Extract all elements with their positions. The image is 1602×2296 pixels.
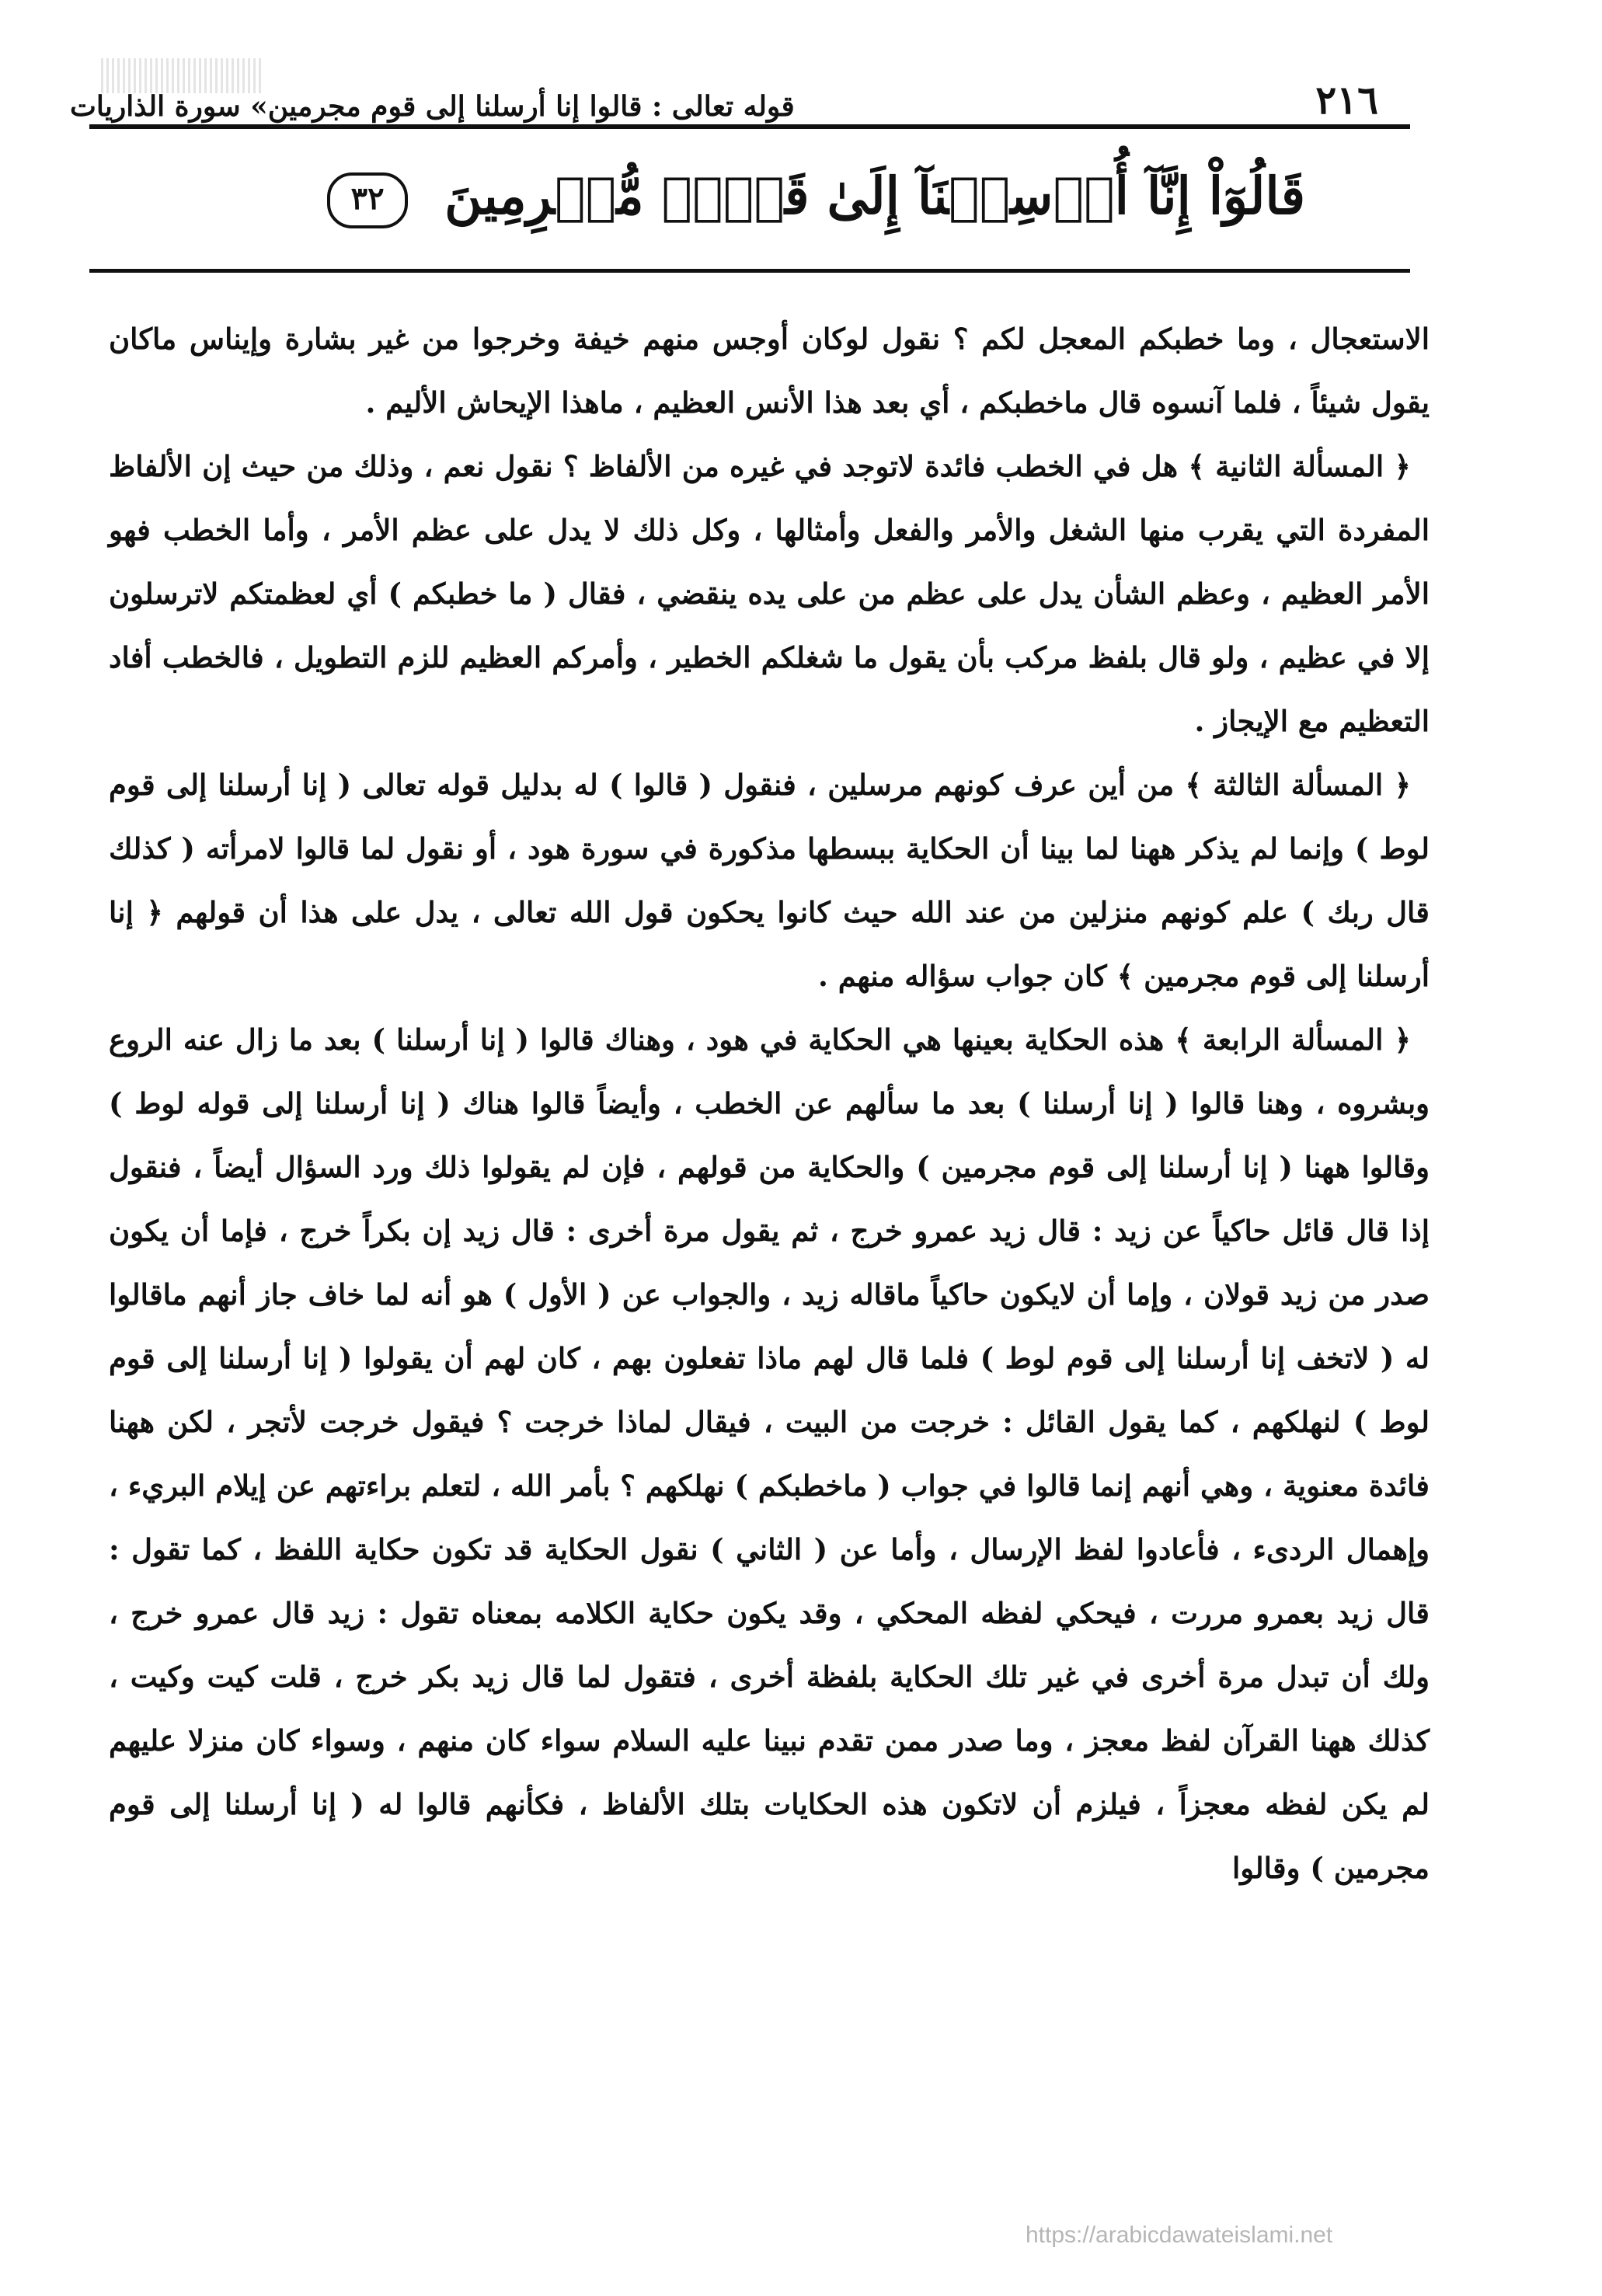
question-4-paragraph bbox=[109, 1008, 1430, 1900]
page-header bbox=[70, 48, 1391, 123]
intro-paragraph: الاستعجال ، وما خطبكم المعجل لكم ؟ نقول لوكان أوجس منهم خيفة وخرجوا من غير بشارة وإيناس ماكان يقول شيئاً ، فلما آنسوه قال ماخطبكم ، أي بعد هذا الأنس العظيم ، ماهذا الإيحاش الأليم . bbox=[109, 322, 1430, 420]
question-2-label: ﴿ المسألة الثانية ﴾ bbox=[1188, 449, 1411, 483]
question-4-text: هذه الحكاية بعينها هي الحكاية في هود ، وهناك قالوا ( إنا أرسلنا ) بعد ما زال عنه الروع وبشروه ، وهنا قالوا ( إنا أرسلنا ) بعد ما سألهم عن الخطب ، وأيضاً قالوا هناك ( إنا أرسلنا إلى قوله لوط ) وقالوا ههنا ( إنا أرسلنا إلى قوم مجرمين ) والحكاية من قولهم ، فإن لم يقولوا ذلك ورد السؤال أيضاً ، فنقول إذا قال قائل حاكياً عن زيد : قال زيد عمرو خرج ، ثم يقول مرة أخرى : قال زيد إن بكراً خرج ، فإما أن يكون صدر من زيد قولان ، وإما أن لايكون حاكياً ماقاله زيد ، والجواب عن ( الأول ) هو أنه لما خاف جاز أنهم ماقالوا له ( لاتخف إنا أرسلنا إلى قوم لوط ) فلما قال لهم ماذا تفعلون بهم ، كان لهم أن يقولوا ( إنا أرسلنا إلى قوم لوط ) لنهلكهم ، كما يقول القائل : خرجت من البيت ، فيقال لماذا خرجت ؟ فيقول خرجت لأتجر ، لكن ههنا فائدة معنوية ، وهي أنهم إنما قالوا في جواب ( ماخطبكم ) نهلكهم ؟ بأمر الله ، لتعلم براءتهم عن إيلام البريء ، وإهمال الردىء ، فأعادوا لفظ الإرسال ، وأما عن ( الثاني ) نقول الحكاية قد تكون حكاية اللفظ ، كما تقول : قال زيد بعمرو مررت ، فيحكي لفظه المحكي ، وقد يكون حكاية الكلامه بمعناه تقول : زيد قال عمرو خرج ، ولك أن تبدل مرة أخرى في غير تلك الحكاية بلفظة أخرى ، فتقول لما قال زيد بكر خرج ، قلت كيت وكيت ، كذلك ههنا القرآن لفظ معجز ، وما صدر ممن تقدم نبينا عليه السلام سواء كان منهم ، وسواء كان منزلا عليهم لم يكن لفظه معجزاً ، فيلزم أن لاتكون هذه الحكايات بتلك الألفاظ ، فكأنهم قالوا له ( إنا أرسلنا إلى قوم مجرمين ) وقالوا bbox=[109, 1023, 1430, 1885]
question-2-paragraph bbox=[109, 434, 1430, 753]
verse-heading bbox=[124, 149, 1305, 242]
page-number: ٢١٦ bbox=[1315, 77, 1378, 123]
question-2-text: هل في الخطب فائدة لاتوجد في غيره من الألفاظ ؟ نقول نعم ، وذلك من حيث إن الألفاظ المفردة التي يقرب منها الشغل والأمر والفعل وأمثالها ، وكل ذلك لا يدل على عظم الأمر ، وأما الخطب فهو الأمر العظيم ، وعظم الشأن يدل على عظم من على يده ينقضي ، فقال ( ما خطبكم ) أي لعظمتكم لاترسلون إلا في عظيم ، ولو قال بلفظ مركب بأن يقول ما شغلكم الخطير ، وأمركم العظيم للزم التطويل ، فالخطب أفاد التعظيم مع الإيجاز . bbox=[109, 449, 1430, 738]
question-3-label: ﴿ المسألة الثالثة ﴾ bbox=[1185, 768, 1411, 802]
commentary-body bbox=[109, 307, 1430, 1900]
header-rule bbox=[89, 124, 1410, 129]
running-head: قوله تعالى : قالوا إنا أرسلنا إلى قوم مجرمين» سورة الذاريات bbox=[70, 90, 795, 123]
source-watermark: https://arabicdawateislami.net bbox=[1026, 2222, 1333, 2248]
question-3-paragraph bbox=[109, 753, 1430, 1008]
question-4-label: ﴿ المسألة الرابعة ﴾ bbox=[1175, 1023, 1411, 1057]
verse-rule bbox=[89, 269, 1410, 273]
ayah-number-marker: ٣٢ bbox=[327, 172, 408, 228]
verse-text: قَالُوٓاْ إِنَّآ أُرۡسِلۡنَآ إِلَىٰ قَوۡمٖ مُّجۡرِمِينَ bbox=[444, 165, 1305, 226]
question-3-text: من أين عرف كونهم مرسلين ، فنقول ( قالوا ) له بدليل قوله تعالى ( إنا أرسلنا إلى قوم لوط ) وإنما لم يذكر ههنا لما بينا أن الحكاية ببسطها مذكورة في سورة هود ، أو نقول لما قالوا لامرأته ( كذلك قال ربك ) علم كونهم منزلين من عند الله حيث كانوا يحكون قول الله تعالى ، يدل على هذا أن قولهم ﴿ إنا أرسلنا إلى قوم مجرمين ﴾ كان جواب سؤاله منهم . bbox=[109, 768, 1430, 993]
